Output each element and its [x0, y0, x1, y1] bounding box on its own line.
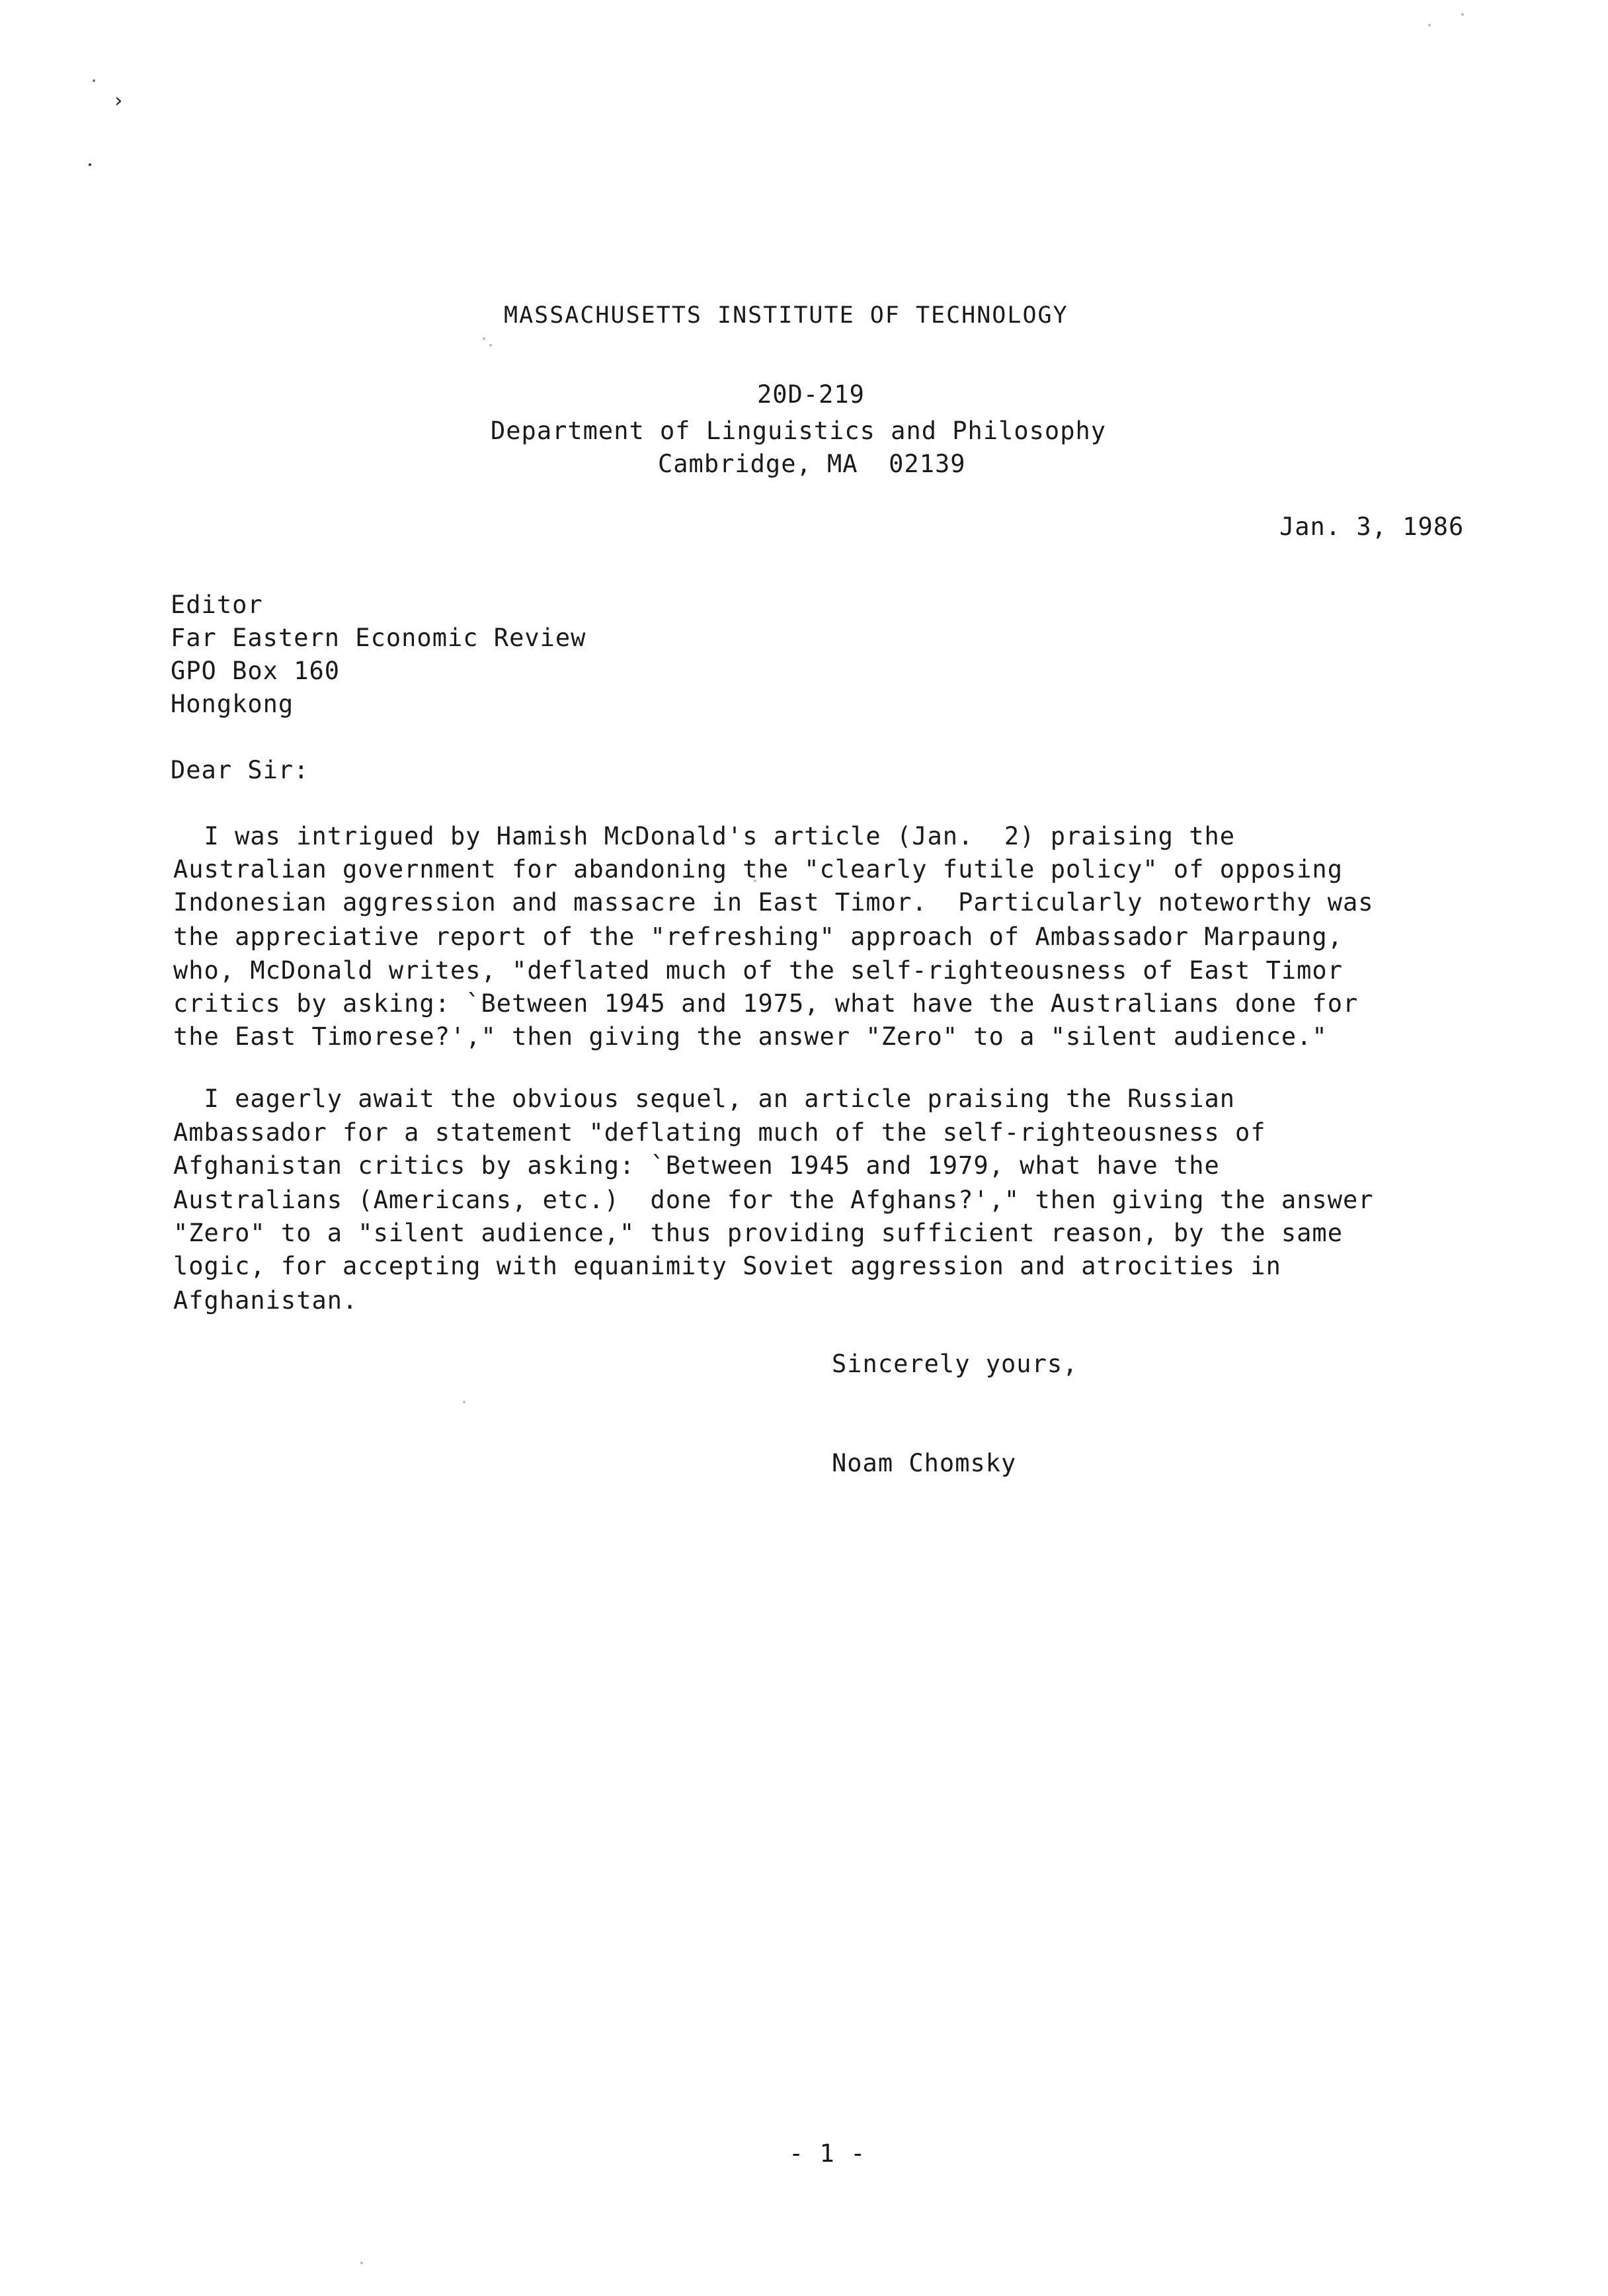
paragraph-line: the appreciative report of the "refreshing" approach of Ambassador Marpaung,: [173, 922, 1343, 951]
signature-name: Noam Chomsky: [832, 1449, 1017, 1477]
letterhead-room: 20D-219: [757, 380, 865, 409]
letterhead-institution: MASSACHUSETTS INSTITUTE OF TECHNOLOGY: [504, 302, 1068, 329]
scan-speck: [89, 163, 91, 166]
paragraph-line: "Zero" to a "silent audience," thus providing sufficient reason, by the same: [173, 1219, 1343, 1247]
paragraph-line: critics by asking: `Between 1945 and 1975, what have the Australians done for: [173, 989, 1359, 1018]
recipient-line: Editor: [171, 591, 263, 619]
paragraph-line: Australians (Americans, etc.) done for the Afghans?'," then giving the answer: [173, 1186, 1374, 1214]
paragraph-line: Afghanistan critics by asking: `Between 1945 and 1979, what have the: [173, 1151, 1220, 1180]
scan-speck: [483, 337, 485, 340]
scan-artifact-mark: ›: [112, 89, 125, 112]
paragraph-line: the East Timorese?'," then giving the answer "Zero" to a "silent audience.": [173, 1022, 1328, 1051]
page-number: - 1 -: [789, 2139, 866, 2168]
letterhead-department: Department of Linguistics and Philosophy: [491, 417, 1107, 445]
paragraph-line: Afghanistan.: [173, 1286, 358, 1315]
paragraph-line: I eagerly await the obvious sequel, an article praising the Russian: [173, 1085, 1236, 1113]
scan-speck: [93, 79, 95, 82]
paragraph-line: logic, for accepting with equanimity Soviet aggression and atrocities in: [173, 1252, 1281, 1280]
paragraph-line: I was intrigued by Hamish McDonald's article (Jan. 2) praising the: [173, 822, 1236, 850]
paragraph-line: Indonesian aggression and massacre in East Timor. Particularly noteworthy was: [173, 888, 1374, 917]
scan-speck: [1461, 13, 1464, 16]
scan-speck: [463, 1401, 465, 1403]
scan-speck: [360, 2262, 363, 2264]
closing: Sincerely yours,: [832, 1350, 1078, 1378]
scan-speck: [1428, 24, 1431, 26]
letter-date: Jan. 3, 1986: [1279, 512, 1465, 541]
recipient-line: Hongkong: [171, 690, 294, 718]
salutation: Dear Sir:: [171, 756, 309, 784]
paragraph-line: Australian government for abandoning the "clearly futile policy" of opposing: [173, 855, 1343, 883]
letterhead-city: Cambridge, MA 02139: [658, 450, 966, 478]
recipient-line: Far Eastern Economic Review: [171, 624, 586, 652]
paragraph-line: who, McDonald writes, "deflated much of the self-righteousness of East Timor: [173, 956, 1343, 985]
recipient-line: GPO Box 160: [171, 657, 341, 685]
scan-speck: [489, 344, 492, 347]
paragraph-line: Ambassador for a statement "deflating much of the self-righteousness of: [173, 1118, 1266, 1147]
